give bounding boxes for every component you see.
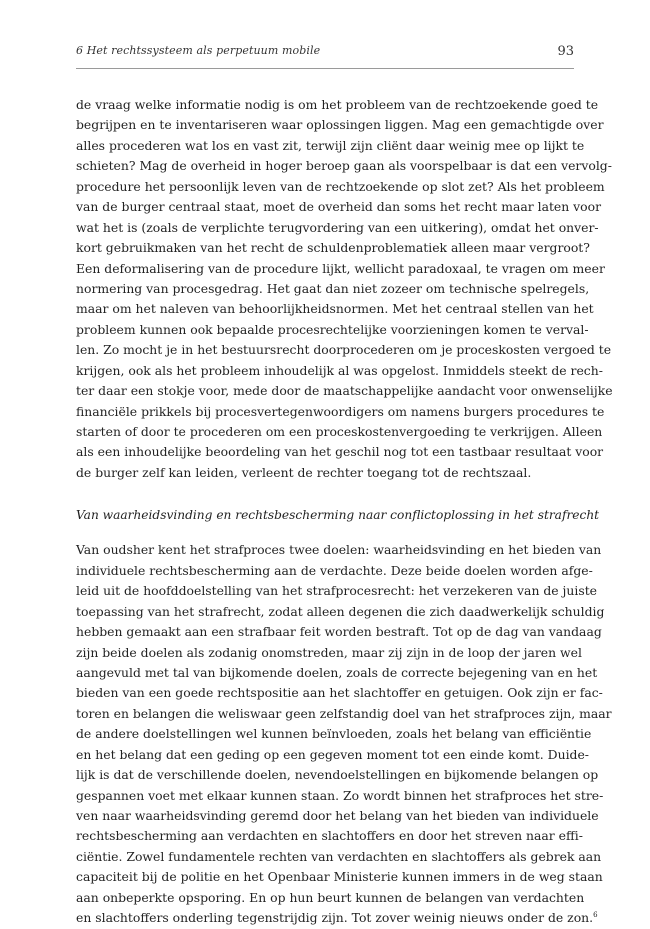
text-line: individuele rechtsbescherming aan de verdachte. Deze beide doelen worden afge-	[76, 562, 593, 578]
text-line: gespannen voet met elkaar kunnen staan. Zo wordt binnen het strafproces het stre-	[76, 787, 604, 803]
text-line: probleem kunnen ook bepaalde procesrechtelijke voorzieningen komen te verval-	[76, 321, 589, 337]
text-line: ter daar een stokje voor, mede door de maatschappelijke aandacht voor onwenselijke	[76, 383, 613, 399]
text-line: ciëntie. Zowel fundamentele rechten van verdachten en slachtoffers als gebrek aan	[76, 848, 602, 864]
text-line: begrijpen en te inventariseren waar oplossingen liggen. Mag een gemachtigde over	[76, 117, 604, 133]
text-line: als een inhoudelijke beoordeling van het geschil nog tot een tastbaar resultaat voor	[76, 444, 604, 460]
running-head	[76, 44, 574, 69]
text-line: rechtsbescherming aan verdachten en slachtoffers en door het streven naar effi-	[76, 828, 583, 844]
paragraph-1	[76, 95, 613, 483]
text-line: procedure het persoonlijk leven van de rechtzoekende op slot zet? Als het probleem	[76, 178, 605, 194]
text-line: bieden van een goede rechtspositie aan het slachtoffer en getuigen. Ook zijn er fac-	[76, 685, 603, 701]
text-line: krijgen, ook als het probleem inhoudelijk al was opgelost. Inmiddels steekt de rech-	[76, 362, 603, 378]
text-line: kort gebruikmaken van het recht de schuldenproblematiek alleen maar vergroot?	[76, 240, 590, 256]
page-body	[76, 95, 613, 929]
text-line: de vraag welke informatie nodig is om het probleem van de rechtzoekende goed te	[76, 97, 599, 112]
text-line: toepassing van het strafrecht, zodat alleen degenen die zich daadwerkelijk schuldig	[76, 603, 605, 619]
page-number: 93	[557, 44, 574, 59]
text-line: en het belang dat een geding op een gegeven moment tot een einde komt. Duide-	[76, 746, 589, 762]
text-line: len. Zo mocht je in het bestuursrecht doorprocederen om je proceskosten vergoed te	[76, 342, 612, 358]
text-line: leid uit de hoofddoelstelling van het strafprocesrecht: het verzekeren van de juiste	[76, 583, 598, 599]
text-line: aan onbeperkte opsporing. En op hun beurt kunnen de belangen van verdachten	[76, 889, 585, 905]
text-line: schieten? Mag de overheid in hoger beroep gaan als voorspelbaar is dat een vervolg-	[76, 158, 612, 174]
text-line: alles procederen wat los en vast zit, terwijl zijn cliënt daar weinig mee op lijkt te	[76, 137, 585, 153]
text-line: normering van procesgedrag. Het gaat dan niet zozeer om technische spelregels,	[76, 280, 590, 296]
text-line: maar om het naleven van behoorlijkheidsnormen. Met het centraal stellen van het	[76, 301, 594, 317]
section-heading: Van waarheidsvinding en rechtsbescherming naar conflictoplossing in het strafrecht	[76, 508, 600, 523]
text-line: lijk is dat de verschillende doelen, nevendoelstellingen en bijkomende belangen op	[76, 767, 599, 783]
running-title: 6 Het rechtssysteem als perpetuum mobile	[76, 44, 321, 57]
text-line: zijn beide doelen als zodanig onomstreden, maar zij zijn in de loop der jaren wel	[76, 644, 582, 660]
text-line: capaciteit bij de politie en het Openbaar Ministerie kunnen immers in de weg staan	[76, 869, 603, 885]
text-line: en slachtoffers onderling tegenstrijdig zijn. Tot zover weinig nieuws onder de zon.$^6$	[76, 910, 598, 926]
text-line: aangevuld met tal van bijkomende doelen, zoals de correcte bejegening van en het	[76, 664, 598, 680]
footnote-reference[interactable]: 6	[593, 911, 598, 920]
text-line: hebben gemaakt aan een strafbaar feit worden bestraft. Tot op de dag van vandaag	[76, 624, 602, 640]
text-line: Van oudsher kent het strafproces twee doelen: waarheidsvinding en het bieden van	[76, 542, 602, 558]
text-line: financiële prikkels bij procesvertegenwoordigers om namens burgers procedures te	[76, 403, 605, 419]
text-line: toren en belangen die weliswaar geen zelfstandig doel van het strafproces zijn, maar	[76, 705, 612, 721]
text-line: de burger zelf kan leiden, verleent de rechter toegang tot de rechtszaal.	[76, 464, 532, 480]
paragraph-2	[76, 540, 612, 928]
text-line: ven naar waarheidsvinding geremd door het belang van het bieden van individuele	[76, 808, 599, 823]
text-line: de andere doelstellingen wel kunnen beïnvloeden, zoals het belang van efficiëntie	[76, 726, 592, 742]
text-line: van de burger centraal staat, moet de overheid dan soms het recht maar laten voor	[76, 199, 602, 215]
text-line: wat het is (zoals de verplichte terugvordering van een uitkering), omdat het onver-	[76, 219, 599, 235]
text-line: Een deformalisering van de procedure lijkt, wellicht paradoxaal, te vragen om meer	[76, 260, 605, 276]
text-line: starten of door te procederen om een proceskostenvergoeding te verkrijgen. Alleen	[76, 424, 603, 439]
